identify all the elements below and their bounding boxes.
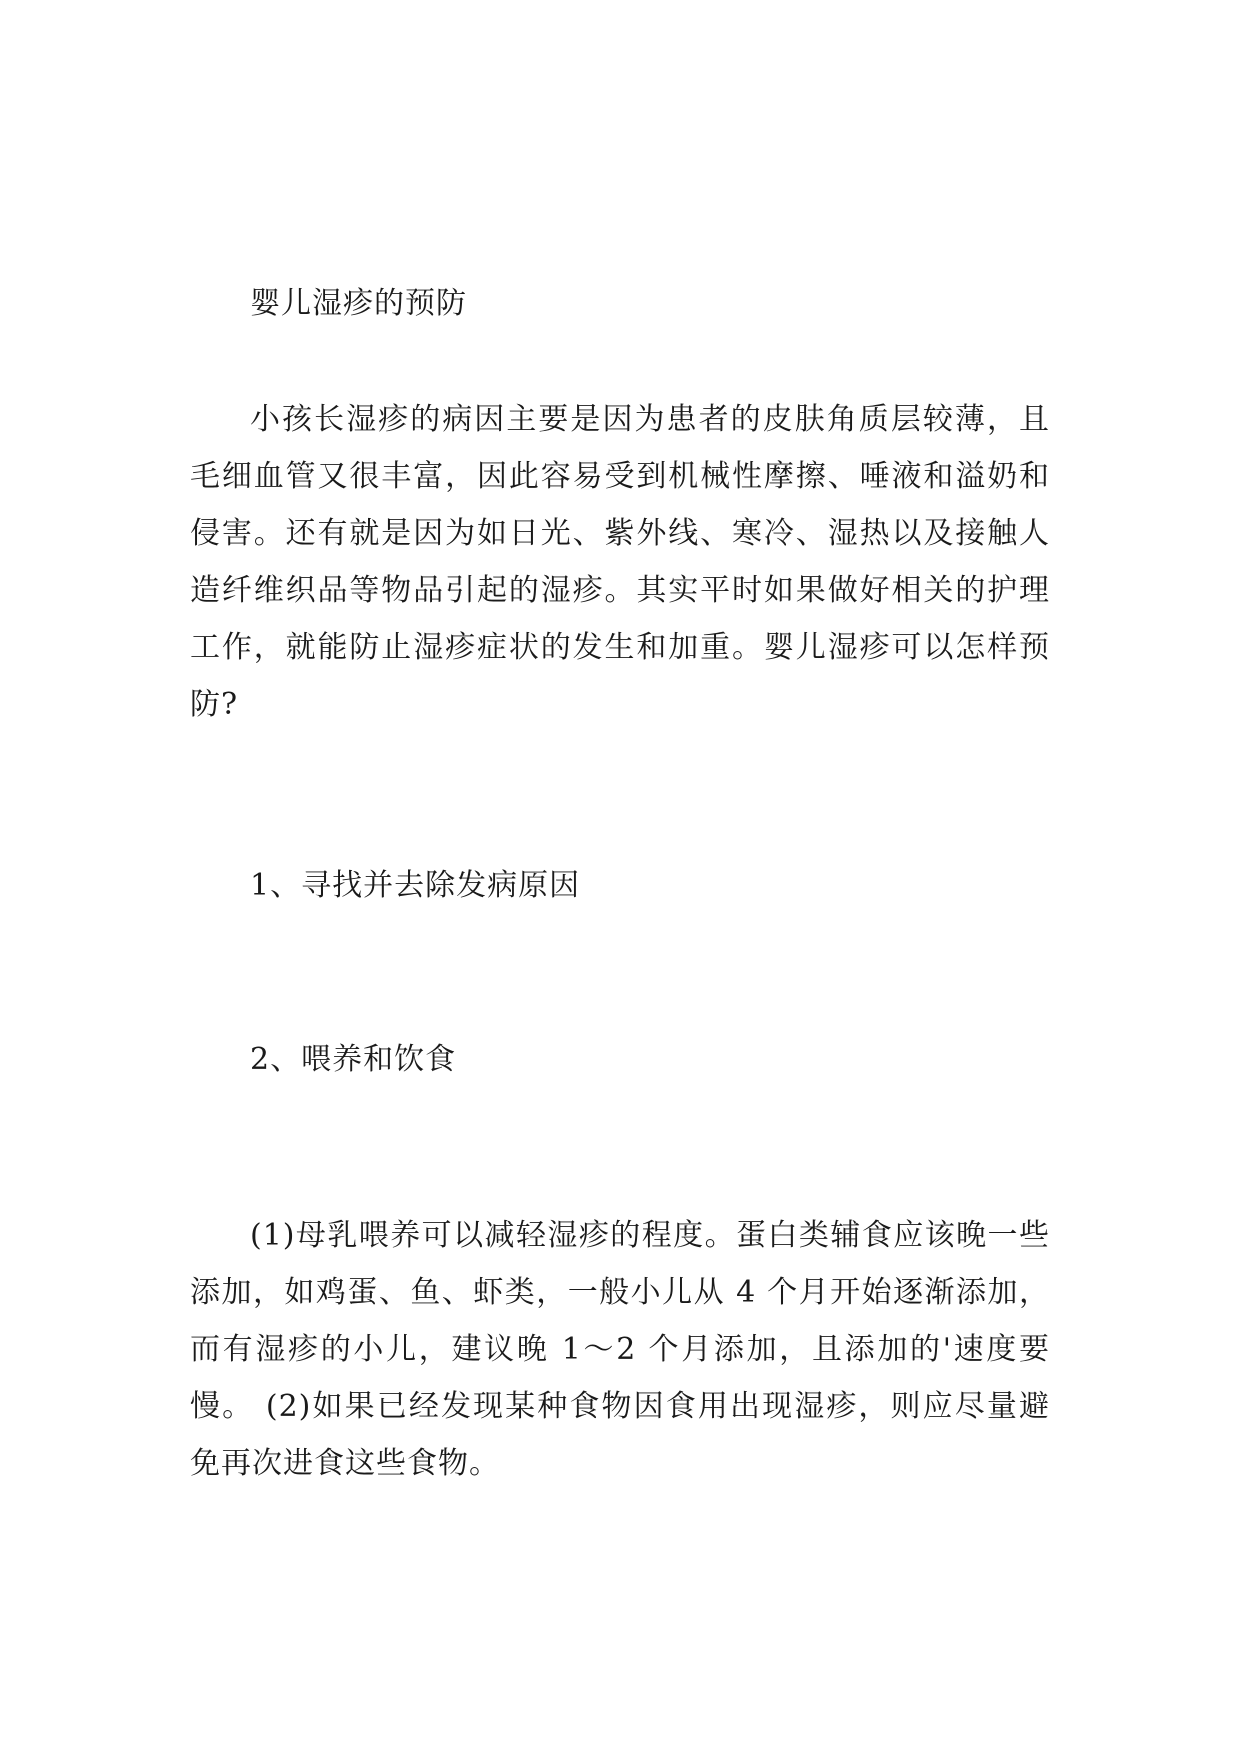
diet-paragraph: (1)母乳喂养可以减轻湿疹的程度。蛋白类辅食应该晚一些添加，如鸡蛋、鱼、虾类，一般小儿从 4 个月开始逐渐添加，而有湿疹的小儿，建议晚 1～2 个月添加，且添加的'速度要慢。 (2)如果已经发现某种食物因食用出现湿疹，则应尽量避免再次进食这些食物。 bbox=[190, 1218, 1050, 1481]
intro-paragraph: 小孩长湿疹的病因主要是因为患者的皮肤角质层较薄，且毛细血管又很丰富，因此容易受到机械性摩擦、唾液和溢奶和侵害。还有就是因为如日光、紫外线、寒冷、湿热以及接触人造纤维织品等物品引起的湿疹。其实平时如果做好相关的护理工作，就能防止湿疹症状的发生和加重。婴儿湿疹可以怎样预防? bbox=[190, 402, 1050, 722]
section-heading-1: 1、寻找并去除发病原因 bbox=[250, 868, 581, 903]
document-title: 婴儿湿疹的预防 bbox=[250, 286, 467, 321]
section-heading-2: 2、喂养和饮食 bbox=[250, 1042, 457, 1077]
